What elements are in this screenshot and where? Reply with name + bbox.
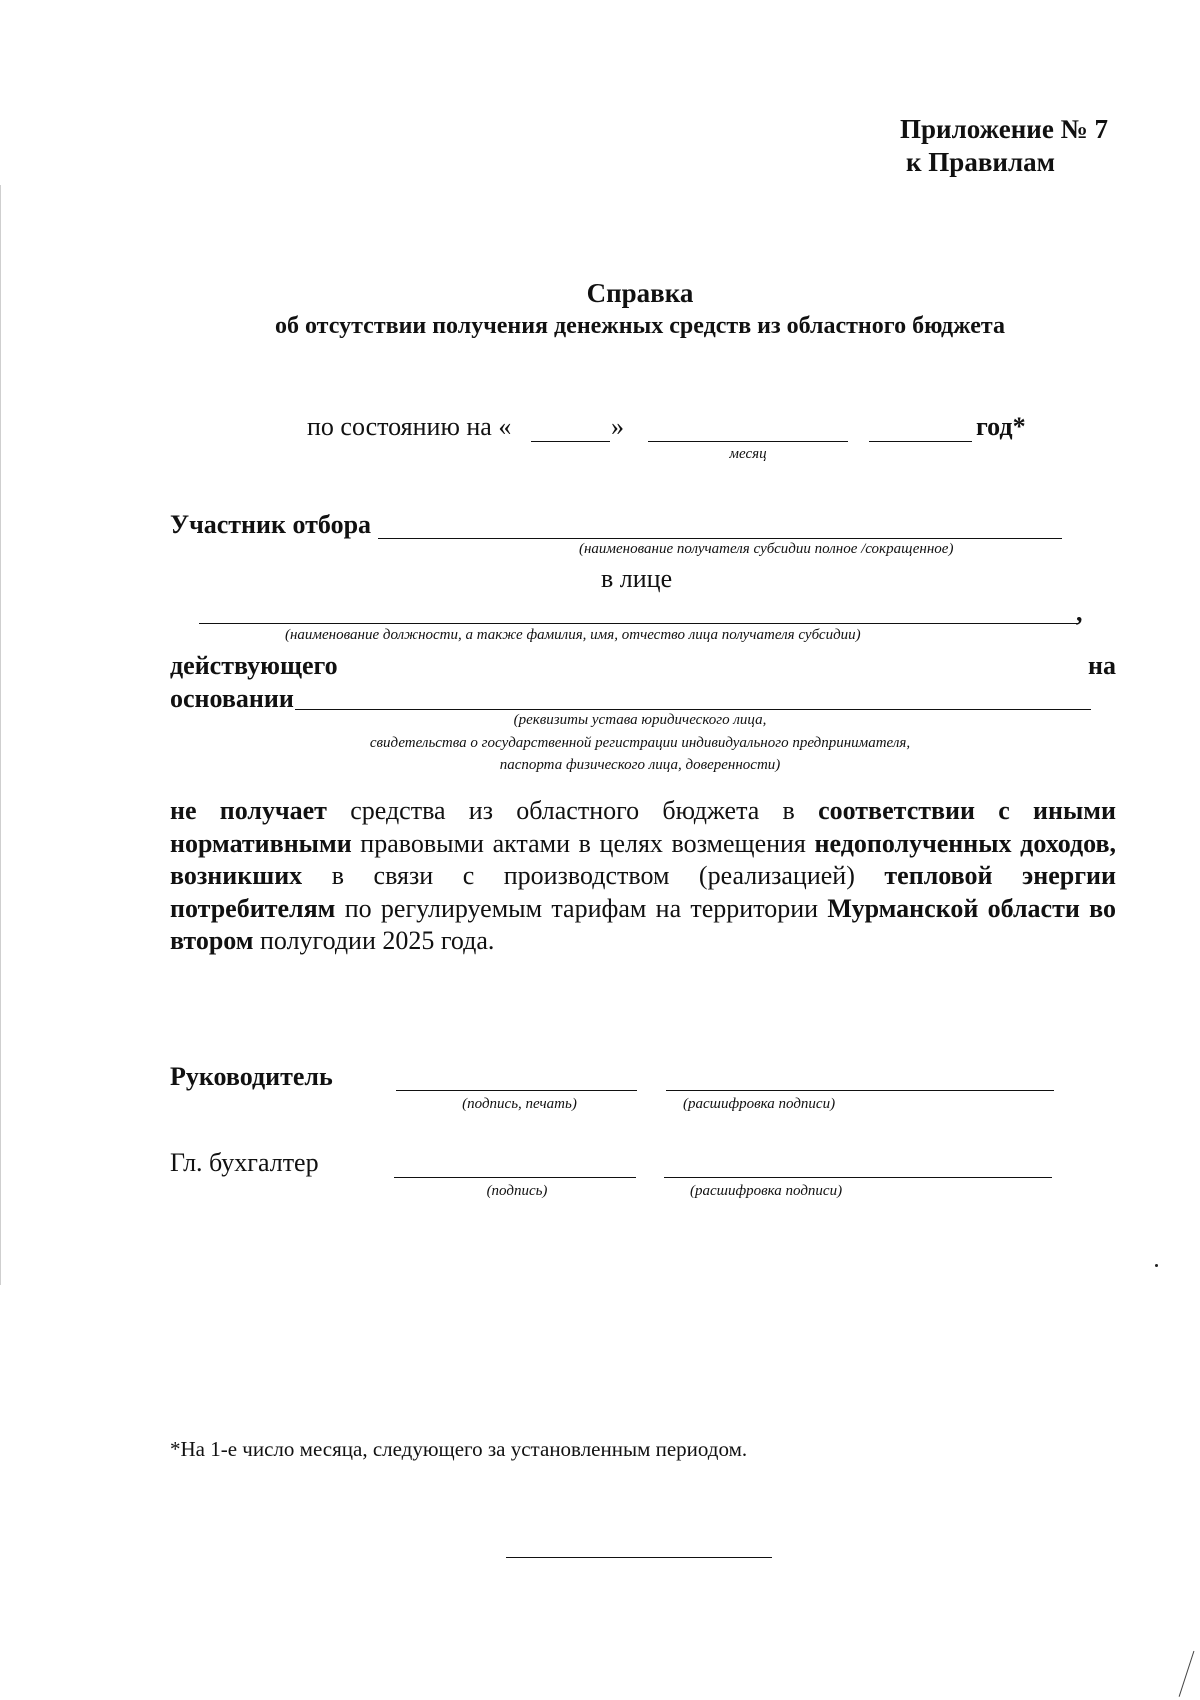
statement-bold-5: Мурманской области во втором bbox=[170, 893, 1117, 955]
document-title: Справка bbox=[586, 278, 694, 308]
representative-line[interactable] bbox=[199, 623, 1079, 624]
statement-paragraph bbox=[170, 795, 1116, 958]
year-label: год* bbox=[976, 412, 1026, 441]
accountant-label: Гл. бухгалтер bbox=[170, 1148, 319, 1177]
footnote: *На 1-е число месяца, следующего за установленным периодом. bbox=[170, 1437, 748, 1461]
scan-edge-mark bbox=[1179, 1651, 1196, 1697]
date-close-quote: » bbox=[611, 412, 624, 441]
head-name-caption: (расшифровка подписи) bbox=[683, 1096, 836, 1112]
month-field-line[interactable] bbox=[648, 441, 848, 442]
statement-bold-4: тепловой энергии потребителям bbox=[170, 861, 1117, 923]
statement-bold-2: соответствии с иными нормативными bbox=[170, 796, 1116, 858]
scan-dot bbox=[1155, 1264, 1158, 1267]
na-word: на bbox=[1088, 651, 1116, 680]
month-caption: месяц bbox=[729, 446, 767, 462]
appendix-number: Приложение № 7 bbox=[900, 114, 1108, 144]
basis-caption-1: (реквизиты устава юридического лица, bbox=[513, 712, 767, 728]
basis-word: основании bbox=[170, 684, 294, 713]
participant-label bbox=[170, 510, 371, 540]
accountant-name-caption: (расшифровка подписи) bbox=[690, 1183, 843, 1199]
acting-word: действующего bbox=[170, 651, 338, 680]
statement-bold-3: недополученных доходов, возникших bbox=[170, 828, 1116, 890]
document-subtitle: об отсутствии получения денежных средств из областного бюджета bbox=[274, 313, 1005, 339]
day-field-line[interactable] bbox=[531, 441, 610, 442]
accountant-name-line[interactable] bbox=[664, 1177, 1052, 1178]
representative-comma: , bbox=[1076, 598, 1083, 627]
v-litse-text: в лице bbox=[601, 564, 673, 593]
head-label: Руководитель bbox=[170, 1062, 333, 1091]
scan-margin-line bbox=[0, 185, 1, 1285]
basis-caption-2: свидетельства о государственной регистрации индивидуального предпринимателя, bbox=[369, 735, 911, 751]
appendix-header bbox=[900, 113, 1108, 179]
date-prefix: по состоянию на « bbox=[307, 412, 512, 441]
statement-text-2: правовыми актами в целях возмещения bbox=[351, 828, 815, 858]
participant-name-line[interactable] bbox=[378, 538, 1062, 539]
appendix-rules-ref: к Правилам bbox=[906, 147, 1056, 177]
statement-text-1: средства из областного бюджета в bbox=[326, 796, 819, 825]
bottom-separator bbox=[506, 1557, 772, 1558]
participant-caption: (наименование получателя субсидии полное /сокращенное) bbox=[579, 541, 954, 557]
basis-line[interactable] bbox=[295, 709, 1091, 710]
head-name-line[interactable] bbox=[666, 1090, 1054, 1091]
head-signature-line[interactable] bbox=[396, 1090, 637, 1091]
statement-text-5: полугодии 2025 года. bbox=[253, 926, 495, 955]
year-field-line[interactable] bbox=[869, 441, 972, 442]
participant-label-text: Участник отбора bbox=[170, 510, 372, 539]
statement-bold-1: не получает bbox=[170, 796, 327, 825]
accountant-signature-caption: (подпись) bbox=[486, 1183, 548, 1199]
head-signature-caption: (подпись, печать) bbox=[462, 1096, 577, 1112]
basis-caption-3: паспорта физического лица, доверенности) bbox=[499, 757, 781, 773]
statement-text-3: в связи с производством (реализацией) bbox=[302, 861, 885, 890]
accountant-signature-line[interactable] bbox=[394, 1177, 636, 1178]
statement-text-4: по регулируемым тарифам на территории bbox=[335, 893, 828, 923]
representative-caption: (наименование должности, а также фамилия, имя, отчество лица получателя субсидии) bbox=[285, 627, 861, 643]
